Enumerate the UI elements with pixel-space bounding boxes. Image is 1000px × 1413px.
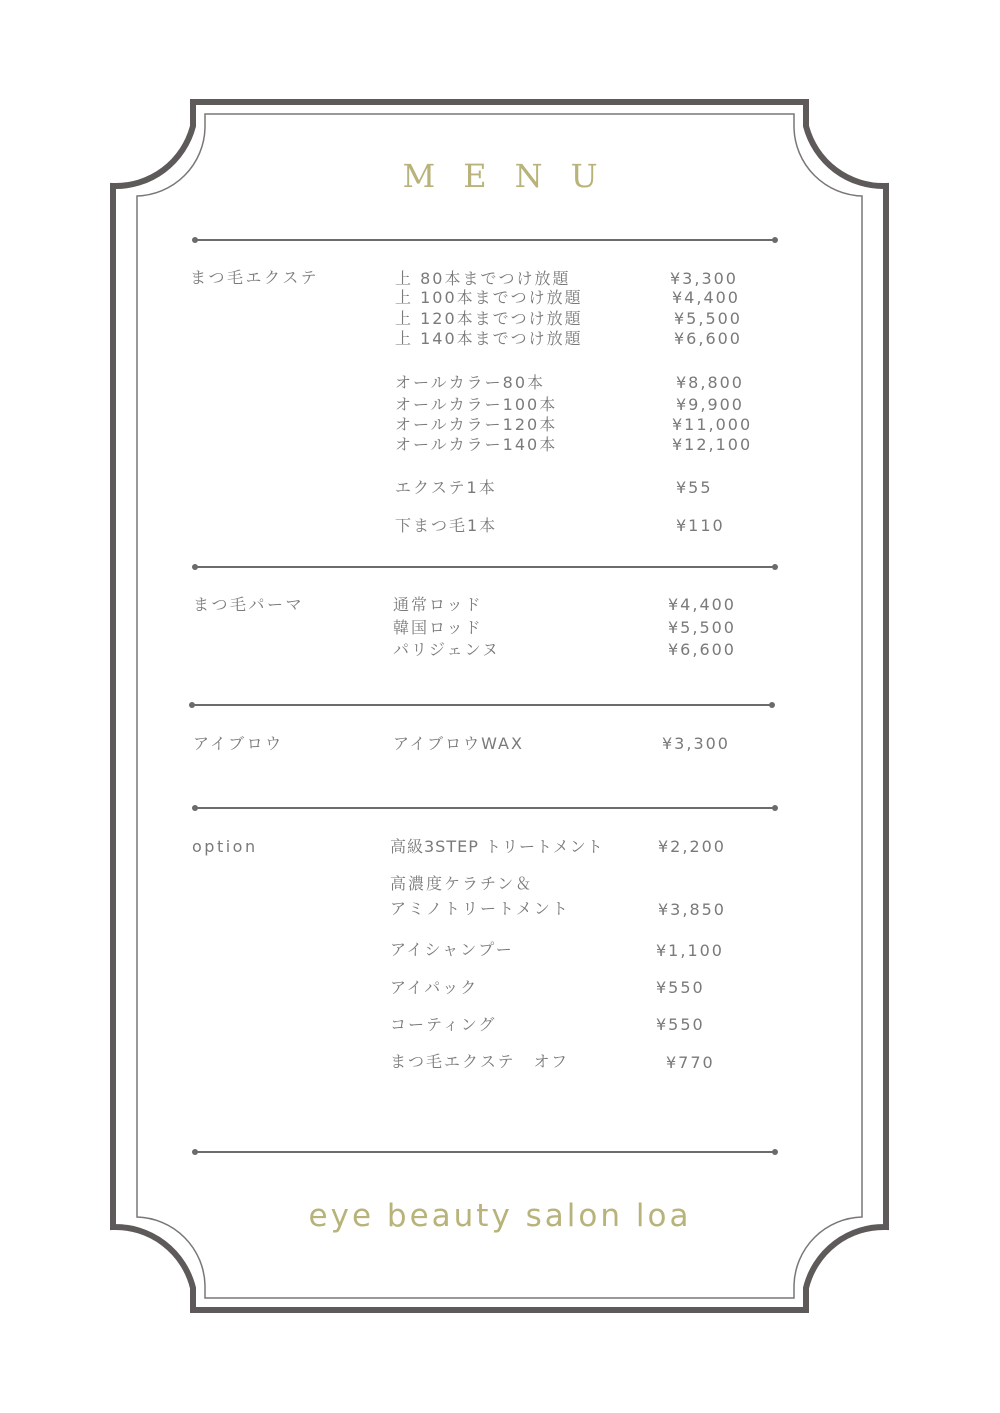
item-name: 上 140本までつけ放題 <box>395 329 583 348</box>
item-name: まつ毛エクステ オフ <box>390 1052 570 1071</box>
item-price: ¥550 <box>656 978 705 997</box>
item-name: 上 80本までつけ放題 <box>395 269 571 288</box>
item-name: エクステ1本 <box>395 478 497 497</box>
item-price: ¥1,100 <box>656 941 724 960</box>
item-price: ¥4,400 <box>668 595 736 614</box>
divider-bottom <box>195 1151 775 1153</box>
category-label: まつ毛パーマ <box>193 595 305 614</box>
category-label: まつ毛エクステ <box>190 268 320 287</box>
menu-title: MENU <box>402 157 626 195</box>
item-price: ¥3,300 <box>670 269 738 288</box>
item-price: ¥11,000 <box>672 415 753 434</box>
item-name: 韓国ロッド <box>393 618 483 637</box>
item-price: ¥3,850 <box>658 900 726 919</box>
category-label: アイブロウ <box>193 734 284 753</box>
item-price: ¥5,500 <box>668 618 736 637</box>
item-price: ¥12,100 <box>672 435 753 454</box>
item-price: ¥550 <box>656 1015 705 1034</box>
item-name: 高濃度ケラチン＆ <box>390 874 534 893</box>
item-price: ¥8,800 <box>676 373 744 392</box>
item-name: 高級3STEP トリートメント <box>390 837 604 856</box>
item-price: ¥6,600 <box>668 640 736 659</box>
item-price: ¥6,600 <box>674 329 742 348</box>
item-price: ¥9,900 <box>676 395 744 414</box>
item-price: ¥3,300 <box>662 734 730 753</box>
salon-name: eye beauty salon loa <box>308 1198 692 1234</box>
divider <box>195 566 775 568</box>
category-label: option <box>192 837 258 856</box>
item-name: コーティング <box>390 1015 497 1034</box>
item-name: アイシャンプー <box>390 940 514 959</box>
item-price: ¥110 <box>676 516 725 535</box>
item-name: アイブロウWAX <box>393 734 524 753</box>
divider <box>192 704 772 706</box>
item-name: 下まつ毛1本 <box>395 516 498 535</box>
item-name: オールカラー120本 <box>395 415 558 434</box>
item-price: ¥2,200 <box>658 837 726 856</box>
item-name: オールカラー140本 <box>395 435 558 454</box>
item-name: オールカラー80本 <box>395 373 546 392</box>
item-price: ¥770 <box>666 1053 715 1072</box>
item-name: 上 120本までつけ放題 <box>395 309 583 328</box>
item-name-line2: アミノトリートメント <box>390 899 570 918</box>
item-name: オールカラー100本 <box>395 395 558 414</box>
divider <box>195 807 775 809</box>
item-price: ¥55 <box>676 478 713 497</box>
item-name: 通常ロッド <box>393 595 483 614</box>
divider-top <box>195 239 775 241</box>
item-name: アイパック <box>390 978 479 997</box>
item-name: 上 100本までつけ放題 <box>395 288 583 307</box>
item-price: ¥4,400 <box>672 288 740 307</box>
item-name: パリジェンヌ <box>393 640 501 659</box>
item-price: ¥5,500 <box>674 309 742 328</box>
